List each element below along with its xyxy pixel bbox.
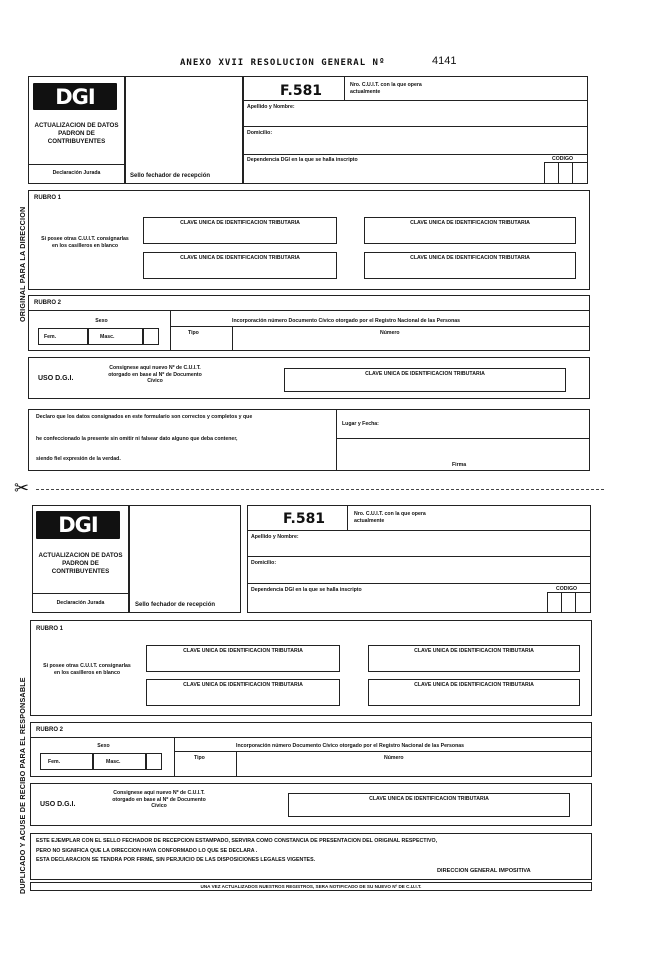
- masc-box[interactable]: [88, 328, 143, 345]
- cuit-box-5-label: CLAVE UNICA DE IDENTIFICACION TRIBUTARIA: [183, 648, 303, 654]
- stamp-label-2: Sello fechador de recepción: [135, 602, 216, 608]
- sexo-check-2[interactable]: [146, 753, 162, 770]
- apellido-label: Apellido y Nombre:: [247, 104, 295, 110]
- notice-line-1: ESTE EJEMPLAR CON EL SELLO FECHADOR DE RECEPCION ESTAMPADO, SERVIRA COMO CONSTANCIA DE PRESENTACION DEL ORIGINAL RESPECTIVO,: [36, 838, 438, 844]
- stamp-box-2[interactable]: [129, 505, 241, 613]
- cuit-box-4-label: CLAVE UNICA DE IDENTIFICACION TRIBUTARIA: [410, 255, 530, 261]
- rubro1-label-2: RUBRO 1: [36, 626, 64, 632]
- apellido-label-2: Apellido y Nombre:: [251, 534, 299, 540]
- declaracion-jurada: Declaración Jurada: [52, 170, 101, 176]
- resolution-number: 4141: [432, 55, 457, 67]
- incorporacion-label: Incorporación número Documento Cívico otorgado por el Registro Nacional de las Personas: [232, 318, 461, 324]
- firma-label: Firma: [452, 462, 467, 468]
- cuit-box-6-label: CLAVE UNICA DE IDENTIFICACION TRIBUTARIA: [414, 648, 534, 654]
- masc-label: Masc.: [100, 334, 115, 340]
- annex-title: ANEXO XVII RESOLUCION GENERAL Nº: [180, 58, 386, 68]
- lugar-fecha-label: Lugar y Fecha:: [342, 421, 379, 427]
- rubro2-label-2: RUBRO 2: [36, 727, 64, 733]
- cuit-note-2: Nro. C.U.I.T. con la que opera actualmente: [354, 511, 426, 524]
- numero-label-2: Número: [384, 755, 404, 761]
- consignese-label-2: Consignese aqui nuevo Nº de C.U.I.T. otorgado en base al Nº de Documento Cívico: [112, 790, 206, 809]
- uso-dgi-label: USO D.G.I.: [38, 375, 74, 382]
- sexo-label-2: Sexo: [97, 743, 110, 749]
- dependencia-label-2: Dependencia DGI en la que se halla inscripto: [251, 587, 362, 593]
- scissors-icon: ✂: [14, 478, 30, 499]
- new-cuit-box-label: CLAVE UNICA DE IDENTIFICACION TRIBUTARIA: [365, 371, 485, 377]
- stamp-box[interactable]: [125, 76, 243, 184]
- direccion-general: DIRECCION GENERAL IMPOSITIVA: [437, 868, 531, 874]
- form-code-2: F.581: [283, 511, 326, 527]
- declaration-line-2: he confeccionado la presente sin omitir ni falsear dato alguno que deba contener,: [36, 436, 238, 442]
- new-cuit-box-2-label: CLAVE UNICA DE IDENTIFICACION TRIBUTARIA: [369, 796, 489, 802]
- cuit-note: Nro. C.U.I.T. con la que opera actualmente: [350, 82, 422, 95]
- footer-note: UNA VEZ ACTUALIZADOS NUESTROS REGISTROS, SERA NOTIFICADO DE SU NUEVO Nº DE C.U.I.T.: [200, 884, 422, 889]
- tipo-label: Tipo: [188, 330, 199, 336]
- uso-dgi-label-2: USO D.G.I.: [40, 801, 76, 808]
- rubro1-label: RUBRO 1: [34, 195, 62, 201]
- form-code: F.581: [280, 83, 323, 99]
- update-title-2: ACTUALIZACION DE DATOS PADRON DE CONTRIBUYENTES: [38, 552, 123, 575]
- otras-cuit-label: Si posee otras C.U.I.T. consignarlas en los casilleros en blanco: [41, 236, 129, 249]
- numero-label: Número: [380, 330, 400, 336]
- otras-cuit-label-2: Si posee otras C.U.I.T. consignarlas en los casilleros en blanco: [43, 663, 131, 676]
- declaration-line-1: Declaro que los datos consignados en este formulario son correctos y completos y que: [36, 414, 253, 420]
- fem-label-2: Fem.: [48, 759, 61, 765]
- domicilio-label: Domicilio:: [247, 130, 273, 136]
- side-label-original: ORIGINAL PARA LA DIRECCION: [18, 206, 27, 322]
- stamp-label: Sello fechador de recepción: [130, 173, 211, 179]
- domicilio-label-2: Domicilio:: [251, 560, 277, 566]
- incorporacion-label-2: Incorporación número Documento Cívico otorgado por el Registro Nacional de las Personas: [236, 743, 465, 749]
- declaration-line-3: siendo fiel expresión de la verdad.: [36, 456, 121, 462]
- cuit-box-8-label: CLAVE UNICA DE IDENTIFICACION TRIBUTARIA: [414, 682, 534, 688]
- side-label-duplicado: DUPLICADO Y ACUSE DE RECIBO PARA EL RESPONSABLE: [18, 677, 27, 894]
- declaracion-jurada-2: Declaración Jurada: [56, 600, 105, 606]
- cut-line: [36, 489, 604, 490]
- sexo-label: Sexo: [95, 318, 108, 324]
- fem-label: Fem.: [44, 334, 57, 340]
- masc-label-2: Masc.: [106, 759, 121, 765]
- dependencia-label: Dependencia DGI en la que se halla inscripto: [247, 157, 358, 163]
- dgi-logo-2: DGI: [36, 511, 120, 539]
- codigo-label-2: CODIGO: [556, 586, 578, 592]
- tipo-label-2: Tipo: [194, 755, 205, 761]
- cuit-box-3-label: CLAVE UNICA DE IDENTIFICACION TRIBUTARIA: [180, 255, 300, 261]
- notice-line-3: ESTA DECLARACION SE TENDRA POR FIRME, SIN PERJUICIO DE LAS DISPOSICIONES LEGALES VIGENTES.: [36, 857, 316, 863]
- rubro2-label: RUBRO 2: [34, 300, 62, 306]
- dgi-logo: DGI: [33, 83, 117, 110]
- codigo-label: CODIGO: [552, 156, 574, 162]
- notice-line-2: PERO NO SIGNIFICA QUE LA DIRECCION HAYA CONFORMADO LO QUE SE DECLARA .: [36, 848, 258, 854]
- consignese-label: Consignese aqui nuevo Nº de C.U.I.T. otorgado en base al Nº de Documento Cívico: [108, 365, 202, 384]
- sexo-check[interactable]: [143, 328, 159, 345]
- update-title: ACTUALIZACION DE DATOS PADRON DE CONTRIBUYENTES: [34, 122, 119, 145]
- cuit-box-2-label: CLAVE UNICA DE IDENTIFICACION TRIBUTARIA: [410, 220, 530, 226]
- cuit-box-1-label: CLAVE UNICA DE IDENTIFICACION TRIBUTARIA: [180, 220, 300, 226]
- cuit-box-7-label: CLAVE UNICA DE IDENTIFICACION TRIBUTARIA: [183, 682, 303, 688]
